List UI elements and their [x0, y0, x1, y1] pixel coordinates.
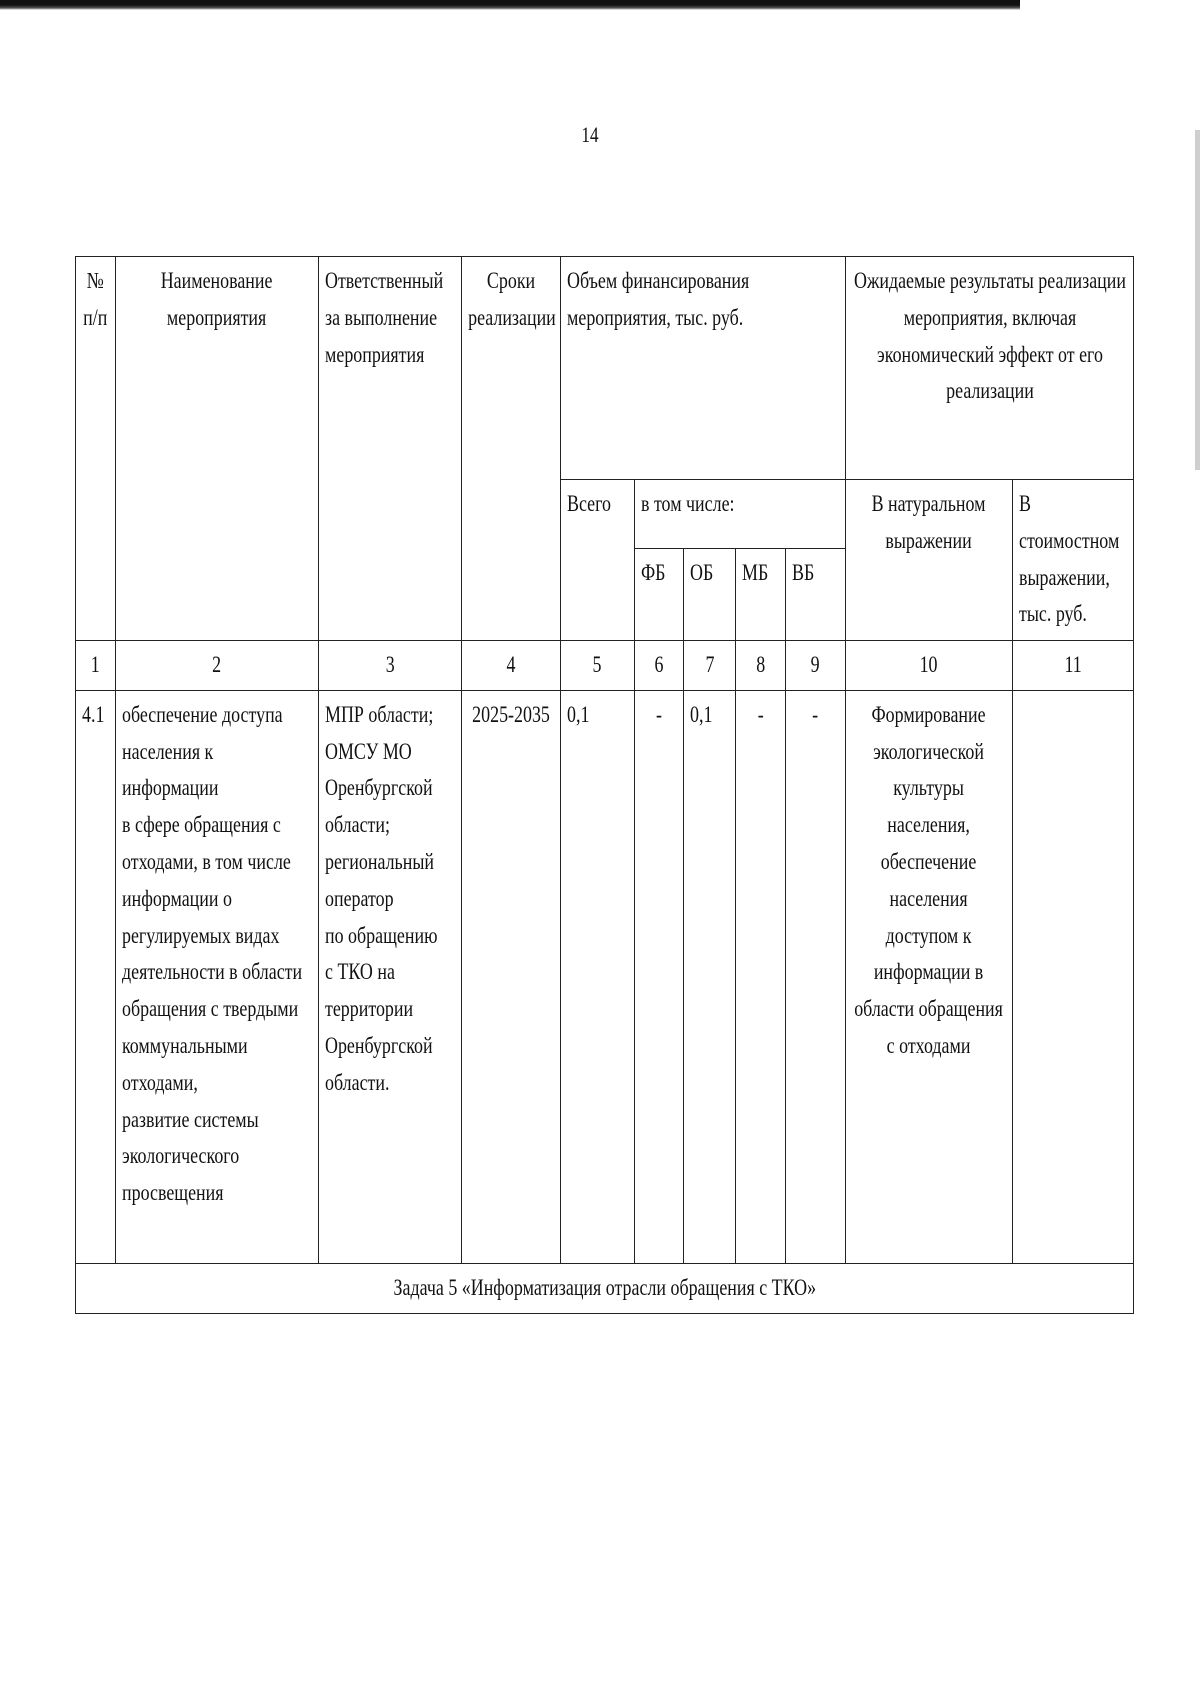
task-row [76, 1263, 1134, 1313]
header-name: Наименование мероприятия [116, 257, 319, 641]
column-number: 1 [76, 641, 116, 691]
row-terms: 2025-2035 [462, 690, 561, 1263]
header-including: в том числе: [635, 480, 846, 549]
scan-edge-top [0, 0, 1020, 10]
column-number: 11 [1013, 641, 1134, 691]
column-number: 4 [462, 641, 561, 691]
row-name: обеспечение доступа населения к информации в сфере обращения с отходами, в том числе информации о регулируемых видах деятельности в области обращения с твердыми коммунальными отходами, развитие системы экологического просвещения [116, 690, 319, 1263]
row-cost [1013, 690, 1134, 1263]
column-number-row [76, 641, 1134, 691]
column-number: 8 [736, 641, 786, 691]
row-natural: Формирование экологической культуры населения, обеспечение населения доступом к информации в области обращения с отходами [846, 690, 1013, 1263]
row-fb: - [635, 690, 684, 1263]
table-row [76, 690, 1134, 1263]
row-responsible: МПР области; ОМСУ МО Оренбургской области; региональный оператор по обращению с ТКО на территории Оренбургской области. [319, 690, 462, 1263]
column-number: 9 [786, 641, 846, 691]
column-number: 7 [684, 641, 736, 691]
row-vb: - [786, 690, 846, 1263]
header-ob: ОБ [684, 549, 736, 641]
header-fb: ФБ [635, 549, 684, 641]
column-number: 3 [319, 641, 462, 691]
row-ob: 0,1 [684, 690, 736, 1263]
header-results: Ожидаемые результаты реализации мероприятия, включая экономический эффект от его реализации [846, 257, 1134, 480]
header-cost: В стоимостном выражении, тыс. руб. [1013, 480, 1134, 641]
header-row-1 [76, 257, 1134, 480]
header-mb: МБ [736, 549, 786, 641]
header-vb: ВБ [786, 549, 846, 641]
column-number: 5 [561, 641, 635, 691]
header-terms: Сроки реализации [462, 257, 561, 641]
row-num: 4.1 [76, 690, 116, 1263]
row-mb: - [736, 690, 786, 1263]
header-funding: Объем финансирования мероприятия, тыс. руб. [561, 257, 846, 480]
row-total: 0,1 [561, 690, 635, 1263]
column-number: 2 [116, 641, 319, 691]
header-num: № п/п [76, 257, 116, 641]
scan-edge-right [1195, 130, 1200, 470]
column-number: 10 [846, 641, 1013, 691]
header-total: Всего [561, 480, 635, 641]
page-number: 14 [581, 122, 599, 147]
header-natural: В натуральном выражении [846, 480, 1013, 641]
task-title: Задача 5 «Информатизация отрасли обращения с ТКО» [76, 1263, 1134, 1313]
column-number: 6 [635, 641, 684, 691]
header-responsible: Ответственный за выполнение мероприятия [319, 257, 462, 641]
activities-table [75, 256, 1134, 1314]
